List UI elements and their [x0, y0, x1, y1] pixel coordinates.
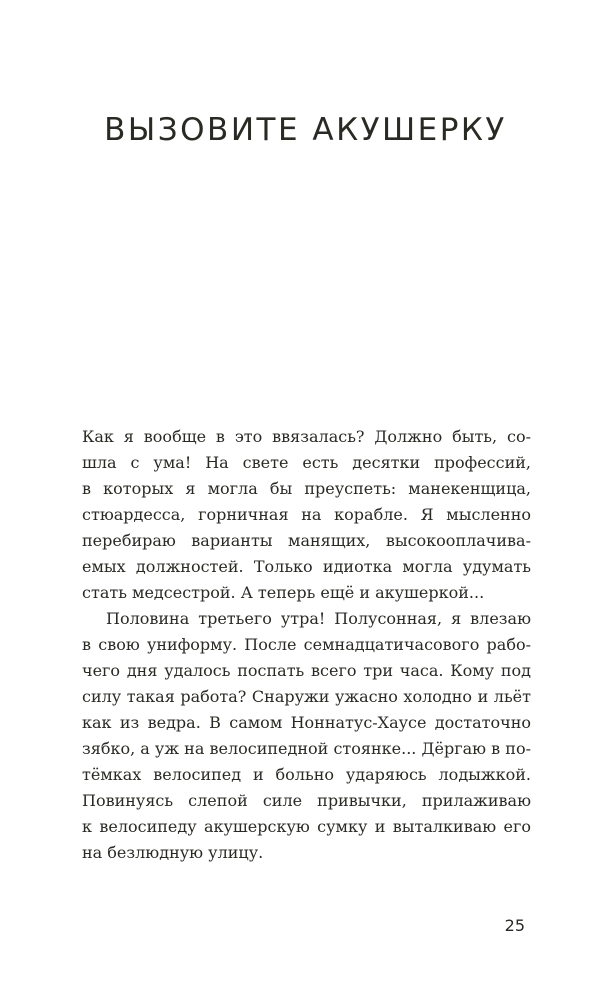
text-line: к велосипеду акушерскую сумку и выталкиваю его — [82, 817, 531, 836]
chapter-body — [82, 424, 531, 866]
chapter-title: ВЫЗОВИТЕ АКУШЕРКУ — [104, 112, 507, 148]
text-line: как из ведра. В самом Ноннатус-Хаусе достаточно — [82, 713, 531, 732]
text-line: стюардесса, горничная на корабле. Я мысленно — [82, 505, 531, 524]
text-line: перебираю варианты манящих, высокооплачива- — [82, 531, 531, 550]
text-line: шла с ума! На свете есть десятки профессий, — [82, 453, 531, 472]
paragraph-1 — [82, 424, 531, 606]
page-number: 25 — [504, 916, 525, 935]
text-line: емых должностей. Только идиотка могла удумать — [82, 557, 531, 576]
text-line: Повинуясь слепой силе привычки, прилаживаю — [82, 791, 531, 810]
paragraph-2 — [82, 606, 531, 866]
text-line: зябко, а уж на велосипедной стоянке... Дёргаю в по- — [82, 739, 531, 758]
text-line: Половина третьего утра! Полусонная, я влезаю — [106, 609, 531, 628]
text-line: тёмках велосипед и больно ударяюсь лодыжкой. — [82, 765, 531, 784]
text-line: чего дня удалось поспать всего три часа. Кому под — [82, 661, 531, 680]
text-line: в которых я могла бы преуспеть: манекенщица, — [82, 479, 531, 498]
text-line: силу такая работа? Снаружи ужасно холодно и льёт — [82, 687, 531, 706]
text-line: в свою униформу. После семнадцатичасового рабо- — [82, 635, 531, 654]
text-line: Как я вообще в это ввязалась? Должно быть, со- — [82, 427, 531, 446]
text-line: стать медсестрой. А теперь ещё и акушеркой... — [82, 583, 485, 602]
text-line: на безлюдную улицу. — [82, 843, 264, 862]
